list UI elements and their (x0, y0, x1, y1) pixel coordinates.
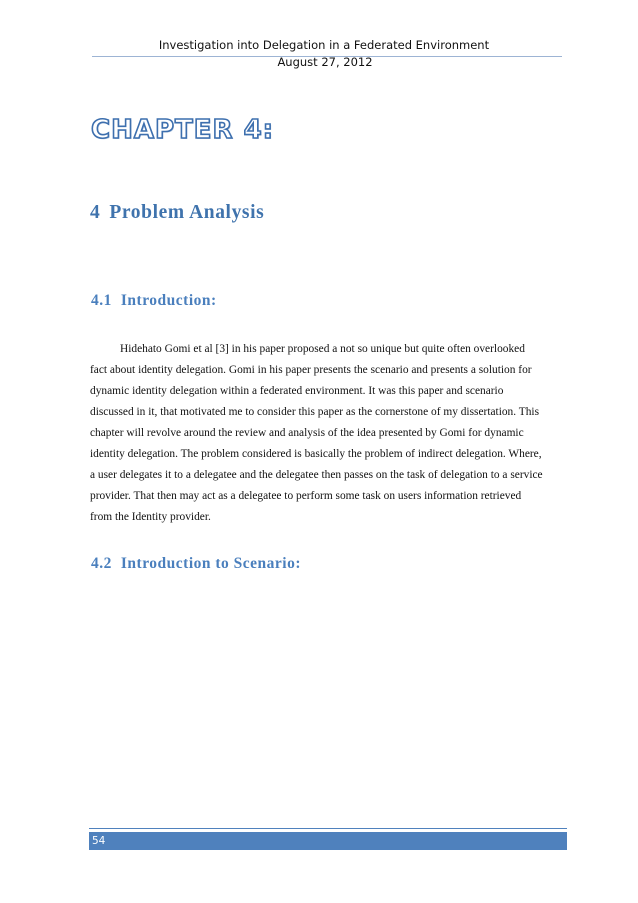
chapter-heading: CHAPTER 4: (91, 115, 275, 145)
paragraph-line: provider. That then may act as a delegatee to perform some task on users information retrieved (90, 490, 522, 502)
subsection-title: Introduction: (120, 292, 217, 309)
paragraph-line: chapter will revolve around the review and analysis of the idea presented by Gomi for dynamic (90, 427, 524, 439)
footer-divider (89, 828, 567, 829)
subsection-heading-introduction (91, 291, 217, 311)
paragraph-line: a user delegates it to a delegatee and the delegatee then passes on the task of delegation to a service (90, 469, 543, 481)
paragraph-line: fact about identity delegation. Gomi in his paper presents the scenario and presents a solution for (90, 364, 532, 376)
subsection-title: Introduction to Scenario: (120, 555, 302, 572)
subsection-number: 4.1 (91, 292, 112, 309)
paragraph-line: discussed in it, that motivated me to consider this paper as the cornerstone of my dissertation. This (90, 406, 539, 418)
subsection-heading-scenario (91, 554, 301, 574)
document-date: August 27, 2012 (277, 55, 373, 69)
running-header (0, 37, 638, 71)
section-heading (90, 200, 264, 226)
introduction-paragraph (90, 339, 564, 528)
page-number: 54 (92, 835, 106, 847)
page-footer (89, 832, 567, 850)
document-title: Investigation into Delegation in a Federated Environment (158, 38, 490, 52)
header-divider (92, 56, 562, 57)
paragraph-line: identity delegation. The problem considered is basically the problem of indirect delegation. Where, (90, 448, 542, 460)
paragraph-line: from the Identity provider. (90, 511, 211, 523)
section-title: Problem Analysis (109, 202, 265, 223)
section-number: 4 (90, 202, 101, 223)
subsection-number: 4.2 (91, 555, 112, 572)
paragraph-line: dynamic identity delegation within a federated environment. It was this paper and scenario (90, 385, 504, 397)
paragraph-line: Hidehato Gomi et al [3] in his paper proposed a not so unique but quite often overlooked (120, 343, 525, 355)
